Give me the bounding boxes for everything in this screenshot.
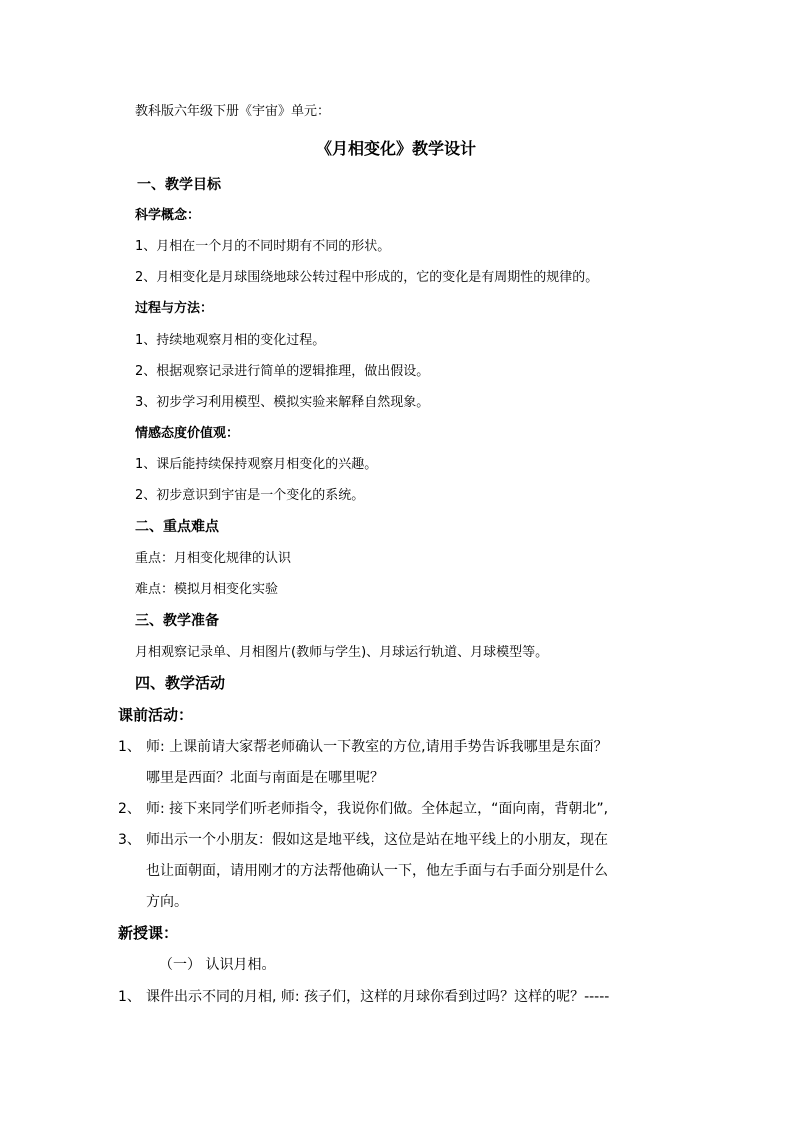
- section-heading-activities: 四、教学活动: [135, 674, 226, 692]
- pre-class-item-text: 师出示一个小朋友：假如这是地平线，这位是站在地平线上的小朋友，现在: [146, 832, 608, 848]
- new-lesson-label: 新授课：: [118, 924, 179, 942]
- process-item: 2、根据观察记录进行简单的逻辑推理，做出假设。: [135, 364, 430, 379]
- section-heading-preparation: 三、教学准备: [135, 613, 219, 629]
- attitude-item: 2、初步意识到宇宙是一个变化的系统。: [135, 488, 365, 503]
- subsection-label-concept: 科学概念：: [135, 208, 201, 223]
- pre-class-item-number: 3、: [118, 832, 141, 848]
- pre-class-item-number: 1、: [118, 739, 141, 755]
- pre-class-item-text: 哪里是西面？北面与南面是在哪里呢？: [146, 770, 384, 786]
- materials-text: 月相观察记录单、月相图片(教师与学生)、月球运行轨道、月球模型等。: [135, 645, 549, 660]
- unit-header: 教科版六年级下册《宇宙》单元：: [135, 104, 331, 119]
- subsection-label-attitude: 情感态度价值观：: [135, 426, 240, 441]
- new-lesson-item-number: 1、: [118, 989, 141, 1005]
- process-item: 1、持续地观察月相的变化过程。: [135, 333, 326, 348]
- pre-class-item-text: 也让面朝面，请用刚才的方法帮他确认一下，他左手面与右手面分别是什么: [146, 863, 608, 879]
- new-lesson-subheading: （一） 认识月相。: [159, 957, 276, 973]
- difficulty-text: 难点：模拟月相变化实验: [135, 582, 279, 597]
- pre-class-item-number: 2、: [118, 801, 141, 817]
- section-heading-key-points: 二、重点难点: [135, 519, 219, 535]
- concept-item: 1、月相在一个月的不同时期有不同的形状。: [135, 239, 391, 254]
- key-point-text: 重点：月相变化规律的认识: [135, 551, 292, 566]
- subsection-label-process: 过程与方法：: [135, 301, 214, 316]
- pre-class-item-text: 师: 接下来同学们听老师指令，我说你们做。全体起立，“面向南，背朝北”,: [146, 801, 609, 817]
- pre-class-label: 课前活动：: [118, 706, 194, 724]
- document-title: 《月相变化》教学设计: [316, 139, 477, 158]
- pre-class-item-text: 方向。: [146, 894, 188, 910]
- concept-item: 2、月相变化是月球围绕地球公转过程中形成的，它的变化是有周期性的规律的。: [135, 270, 599, 285]
- pre-class-item-text: 师: 上课前请大家帮老师确认一下教室的方位,请用手势告诉我哪里是东面？: [146, 739, 608, 755]
- process-item: 3、初步学习利用模型、模拟实验来解释自然现象。: [135, 395, 430, 410]
- new-lesson-item-text: 课件出示不同的月相, 师: 孩子们，这样的月球你看到过吗？这样的呢？-----: [146, 989, 610, 1005]
- section-heading-objectives: 一、教学目标: [137, 177, 221, 193]
- attitude-item: 1、课后能持续保持观察月相变化的兴趣。: [135, 457, 378, 472]
